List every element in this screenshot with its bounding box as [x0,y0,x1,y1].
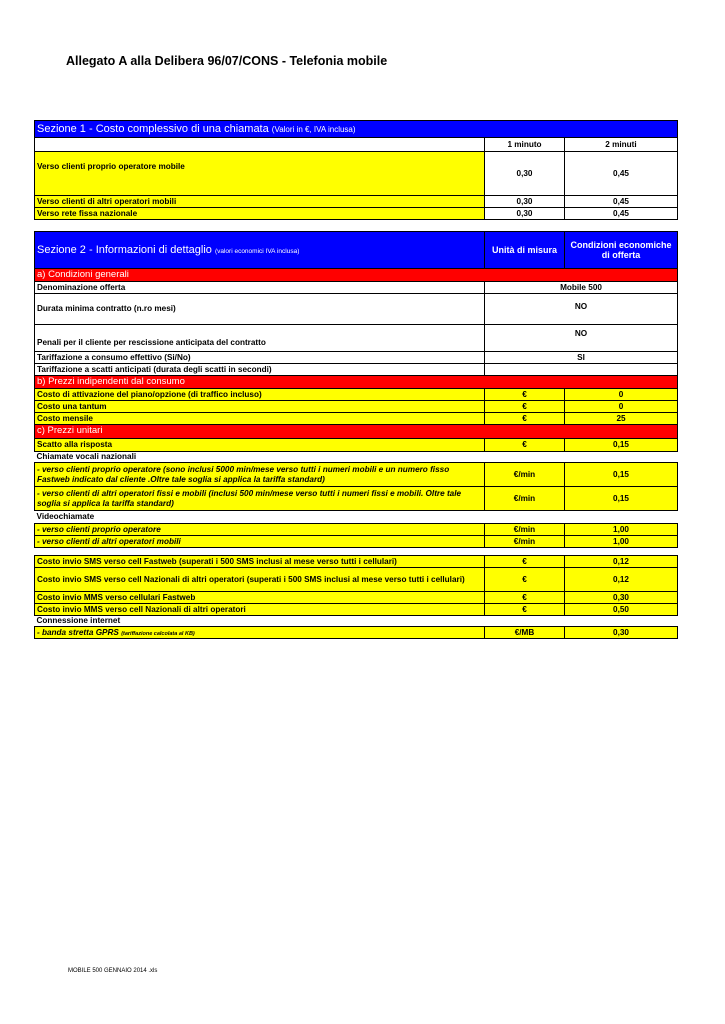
footer-filename: MOBILE 500 GENNAIO 2014 .xls [68,968,158,974]
section2-title: Sezione 2 - Informazioni di dettaglio (valori economici IVA inclusa) [35,232,485,269]
section1-table [34,120,678,220]
sms-row-label: Costo invio SMS verso cell Nazionali di altri operatori (superati i 500 SMS inclusi al mese verso tutti i cellulari) [35,568,485,592]
voice-row-label: - verso clienti di altri operatori fissi e mobili (inclusi 500 min/mese verso tutti i numeri fissi e mobili. Oltre tale soglia si applica la tariffa standard) [35,487,485,511]
video-row-unit: €/min [485,536,565,548]
s1-row-v1: 0,30 [485,152,565,196]
sms-row-unit: € [485,556,565,568]
a-row-label: Tariffazione a scatti anticipati (durata degli scatti in secondi) [35,364,485,376]
s1-row-label: Verso rete fissa nazionale [35,208,485,220]
a-row-label: Tariffazione a consumo effettivo (Si/No) [35,352,485,364]
col-cond-header: Condizioni economiche di offerta [565,232,678,269]
scatto-label: Scatto alla risposta [35,439,485,452]
b-row-unit: € [485,401,565,413]
a-row-value: Mobile 500 [485,282,678,294]
b-row-label: Costo mensile [35,413,485,425]
subsection-b-title: b) Prezzi indipendenti dal consumo [35,376,678,389]
mms-row-label: Costo invio MMS verso cell Nazionali di altri operatori [35,604,485,616]
video-row-value: 1,00 [565,536,678,548]
sms-row-value: 0,12 [565,556,678,568]
s1-row-v1: 0,30 [485,196,565,208]
sms-row-value: 0,12 [565,568,678,592]
document-title: Allegato A alla Delibera 96/07/CONS - Telefonia mobile [66,54,388,68]
b-row-value: 25 [565,413,678,425]
mms-row-unit: € [485,604,565,616]
mms-row-unit: € [485,592,565,604]
s1-row-v1: 0,30 [485,208,565,220]
s1-row-v2: 0,45 [565,152,678,196]
b-row-unit: € [485,389,565,401]
col-1-minute: 1 minuto [485,138,565,152]
video-heading: Videochiamate [36,512,95,522]
a-row-label: Denominazione offerta [35,282,485,294]
voice-row-value: 0,15 [565,463,678,487]
a-row-value: NO [485,325,678,352]
b-row-value: 0 [565,389,678,401]
b-row-label: Costo di attivazione del piano/opzione (di traffico incluso) [35,389,485,401]
b-row-label: Costo una tantum [35,401,485,413]
a-row-label: Durata minima contratto (n.ro mesi) [35,294,485,325]
voice-row-value: 0,15 [565,487,678,511]
voice-row-unit: €/min [485,487,565,511]
video-row-label: - verso clienti proprio operatore [35,524,485,536]
b-row-value: 0 [565,401,678,413]
subsection-a-title: a) Condizioni generali [35,269,678,282]
scatto-unit: € [485,439,565,452]
internet-row-unit: €/MB [485,627,565,639]
a-row-value: SI [485,352,678,364]
voice-row-unit: €/min [485,463,565,487]
col-2-minutes: 2 minuti [565,138,678,152]
voice-heading: Chiamate vocali nazionali [36,452,137,462]
mms-row-value: 0,50 [565,604,678,616]
subsection-c-title: c) Prezzi unitari [35,425,678,439]
sms-row-label: Costo invio SMS verso cell Fastweb (superati i 500 SMS inclusi al mese verso tutti i cellulari) [35,556,485,568]
scatto-value: 0,15 [565,439,678,452]
video-row-unit: €/min [485,524,565,536]
section1-title: Sezione 1 - Costo complessivo di una chiamata (Valori in €, IVA inclusa) [35,121,678,138]
voice-row-label: - verso clienti proprio operatore (sono inclusi 5000 min/mese verso tutti i numeri mobili e un numero fisso Fastweb indicato dal cliente .Oltre tale soglia si applica la tariffa standard) [35,463,485,487]
s1-row-v2: 0,45 [565,208,678,220]
sms-row-unit: € [485,568,565,592]
mms-row-label: Costo invio MMS verso cellulari Fastweb [35,592,485,604]
internet-heading: Connessione internet [36,616,121,626]
video-row-label: - verso clienti di altri operatori mobili [35,536,485,548]
b-row-unit: € [485,413,565,425]
s1-row-v2: 0,45 [565,196,678,208]
internet-row-label: - banda stretta GPRS (tariffazione calcolata al KB) [35,627,485,639]
mms-row-value: 0,30 [565,592,678,604]
a-row-value: NO [485,294,678,325]
a-row-label: Penali per il cliente per rescissione anticipata del contratto [35,325,485,352]
col-unit-header: Unità di misura [485,232,565,269]
internet-row-value: 0,30 [565,627,678,639]
section2-table [34,231,678,639]
video-row-value: 1,00 [565,524,678,536]
a-row-value [485,364,678,376]
s1-row-label: Verso clienti proprio operatore mobile [35,152,485,196]
s1-row-label: Verso clienti di altri operatori mobili [35,196,485,208]
